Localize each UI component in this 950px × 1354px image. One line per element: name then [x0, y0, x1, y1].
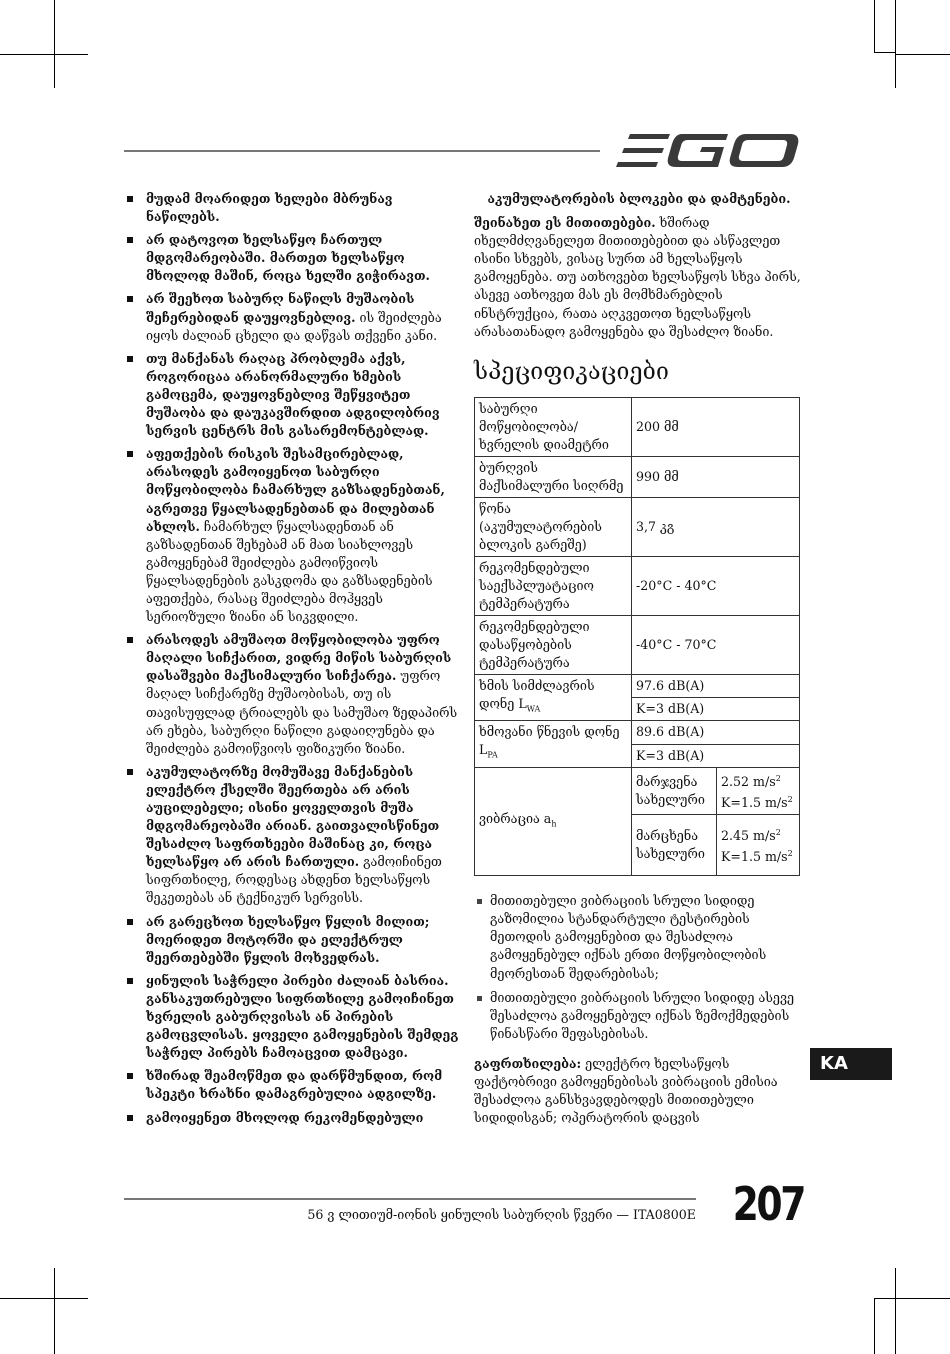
table-row — [475, 674, 800, 697]
handle-label: მარცხენა სახელური — [632, 815, 717, 876]
list-item: გამოიყენეთ მხოლოდ რეკომენდებული — [124, 1109, 460, 1127]
spec-label: ხმოვანი წნევის დონე $L_{PA}$ — [475, 721, 632, 768]
handle-label: მარჯვენა სახელური — [632, 767, 717, 814]
bullet-icon — [477, 899, 482, 904]
note-item: მითითებული ვიბრაციის სრული სიდიდე გაზომილია სტანდარტული ტესტირების მეთოდის გამოყენებით და შესაძლოა გამოყენებულ იქნას ერთი მოწყობილობის მეორესთან შედარებისას; — [474, 892, 804, 982]
crop-mark — [0, 54, 88, 55]
table-row — [475, 615, 800, 674]
spec-label: ვიბრაცია $a_h$ — [475, 767, 632, 875]
list-item: მუდამ მოარიდეთ ხელები მბრუნავ ნაწილებს. — [124, 190, 460, 226]
list-item: ყინულის საჭრელი პირები ძალიან ბასრია. განსაკუთრებული სიფრთხილე გამოიჩინეთ ხვრელის გაბურღვისას ან პირების გამოცვლისას. ყოველი გამოყენების შემდეგ საჭრელ პირებს ჩამოაცვით დამცავი. — [124, 972, 460, 1062]
list-item: აფეთქების რისკის შესამცირებლად, არასოდეს გამოიყენოთ საბურღი მოწყობილობა ჩამარხულ გაზსადენებთან, აგრეთვე წყალსადენებთან და მილებთან ახლოს. ჩამარხულ წყალსადენთან ან გაზსადენთან შეხებამ ან მათ სიახლოვეს გამოყენებამ შეიძლება გამოიწვიოს წყალსადენების გასკდომა და გაზსადენების აფეთქება, რასაც შეიძლება მოჰყვეს სერიოზული ზიანი ან სიკვდილი. — [124, 445, 460, 626]
spec-value: K=3 dB(A) — [632, 698, 800, 721]
page-number: 207 — [732, 1177, 804, 1231]
list-item: არასოდეს ამუშაოთ მოწყობილობა უფრო მაღალი სიჩქარით, ვიდრე მიწის საბურღის დასაშვები მაქსიმალური სიჩქარეა. უფრო მაღალ სიჩქარეზე მუშაობისას, თუ ის თავისუფლად ტრიალებს და სამუშაო ზედაპირს არ ეხება, საბურღი ნაწილი გადაიღუნება და შეიძლება გამოიწვიოს ფიზიკური ზიანი. — [124, 631, 460, 758]
crop-mark — [895, 54, 950, 55]
bullet-icon — [127, 296, 133, 302]
crop-mark — [54, 0, 55, 88]
spec-value: -20°C - 40°C — [632, 556, 800, 615]
table-row — [475, 721, 800, 744]
spec-value: K=3 dB(A) — [632, 744, 800, 767]
crop-mark — [874, 1298, 950, 1299]
spec-value: 990 მმ — [632, 456, 800, 497]
spec-label: საბურღი მოწყობილობა/ ხვრელის დიამეტრი — [475, 397, 632, 456]
table-row — [475, 397, 800, 456]
continuation-text: აკუმულატორების ბლოკები და დამტენები. — [487, 191, 791, 206]
spec-table — [474, 397, 800, 876]
spec-value: 3,7 კგ — [632, 497, 800, 556]
safety-list — [124, 190, 460, 1132]
header-rule — [124, 150, 600, 152]
bullet-icon — [477, 996, 482, 1001]
list-item: არ გარეცხოთ ხელსაწყო წყლის მილით; მოერიდეთ მოტორში და ელექტრულ შეერთებებში წყლის მოხვედრას. — [124, 913, 460, 967]
language-tab: KA — [810, 1048, 892, 1080]
crop-mark — [874, 1298, 875, 1354]
bullet-icon — [127, 237, 133, 243]
bullet-icon — [127, 978, 133, 984]
list-item: არ შეეხოთ საბურღ ნაწილს მუშაობის შეჩერებიდან დაუყოვნებლივ. ის შეიძლება იყოს ძალიან ცხელი და დაწვას თქვენი კანი. — [124, 290, 460, 344]
save-instructions: შეინახეთ ეს მითითებები. ხშირად იხელმძღვანელეთ მითითებებით და ასწავლეთ ისინი სხვებს, ვისაც სურთ ამ ხელსაწყოს გამოყენება. თუ ათხოვებთ ხელსაწყოს სხვა პირს, ასევე ათხოვეთ მას ეს მომხმარებლის ინსტრუქცია, რათა აღკვეთოთ ხელსაწყოს არასათანადო გამოყენება და შესაძლო ზიანი. — [474, 215, 801, 339]
spec-value: 200 მმ — [632, 397, 800, 456]
bullet-icon — [127, 1073, 133, 1079]
footer-rule — [124, 1198, 696, 1200]
bullet-icon — [127, 451, 133, 457]
table-row — [475, 556, 800, 615]
spec-label: ხმის სიმძლავრის დონე $L_{WA}$ — [475, 674, 632, 721]
bullet-icon — [127, 919, 133, 925]
list-item: არ დატოვოთ ხელსაწყო ჩართულ მდგომარეობაში. მართეთ ხელსაწყო მხოლოდ მაშინ, როცა ხელში გიჭირავთ. — [124, 231, 460, 285]
bullet-icon — [127, 356, 133, 362]
crop-mark — [54, 1268, 55, 1354]
list-item: ხშირად შეამოწმეთ და დარწმუნდით, რომ სპეკტი ხრახნი დამაგრებულია ადგილზე. — [124, 1067, 460, 1103]
crop-mark — [0, 1298, 88, 1299]
spec-value: 97.6 dB(A) — [632, 674, 800, 697]
spec-label: წონა (აკუმულატორების ბლოკის გარეშე) — [475, 497, 632, 556]
table-row — [475, 497, 800, 556]
ego-logo — [616, 126, 800, 176]
right-column — [474, 190, 804, 1133]
spec-value: 89.6 dB(A) — [632, 721, 800, 744]
spec-value: 2.52 $m/s^2$ K=1.5 $m/s^2$ — [717, 767, 800, 814]
table-row — [475, 456, 800, 497]
spec-value: 2.45 $m/s^2$ K=1.5 $m/s^2$ — [717, 815, 800, 876]
spec-label: რეკომენდებული დასაწყობების ტემპერატურა — [475, 615, 632, 674]
crop-mark — [874, 52, 895, 53]
crop-mark — [895, 0, 896, 88]
spec-label: რეკომენდებული საექსპლუატაციო ტემპერატურა — [475, 556, 632, 615]
spec-value: -40°C - 70°C — [632, 615, 800, 674]
bullet-icon — [127, 1115, 133, 1121]
crop-mark — [874, 0, 875, 52]
bullet-icon — [127, 637, 133, 643]
crop-mark — [895, 1268, 896, 1354]
footer-text: 56 ვ ლითიუმ-იონის ყინულის საბურღის წვერი — ITA0800E — [307, 1207, 696, 1222]
spec-heading: სპეციფიკაციები — [474, 358, 670, 385]
spec-label: ბურღვის მაქსიმალური სიღრმე — [475, 456, 632, 497]
warning-text: გაფრთხილება: ელექტრო ხელსაწყოს ფაქტობრივი გამოყენებისას ვიბრაციის ემისია შესაძლოა განსხვავდებოდეს მითითებული სიდიდისგან; ოპერატორის დაცვის — [474, 1055, 778, 1126]
bullet-icon — [127, 196, 133, 202]
table-row — [475, 767, 800, 814]
list-item: აკუმულატორზე მომუშავე მანქანების ელექტრო ქსელში შეერთება არ არის აუცილებელი; ისინი ყოველთვის მუშა მდგომარეობაში არიან. გაითვალისწინეთ შესაძლო საფრთხეები მაშინაც კი, როცა ხელსაწყო არ არის ჩართული. გამოიჩინეთ სიფრთხილე, როდესაც ახდენთ ხელსაწყოს შეკეთებას ან ტექნიკურ სერვისს. — [124, 763, 460, 908]
list-item: თუ მანქანას რაღაც პრობლემა აქვს, როგორიცაა არანორმალური ხმების გამოცემა, დაუყოვნებლივ შეწყვიტეთ მუშაობა და დაუკავშირდით ადგილობრივ სერვის ცენტრს მის გასარემონტებლად. — [124, 350, 460, 440]
bullet-icon — [127, 769, 133, 775]
note-item: მითითებული ვიბრაციის სრული სიდიდე ასევე შესაძლოა გამოყენებულ იქნას ზემოქმედების წინასწარი შეფასებისას. — [474, 989, 804, 1043]
